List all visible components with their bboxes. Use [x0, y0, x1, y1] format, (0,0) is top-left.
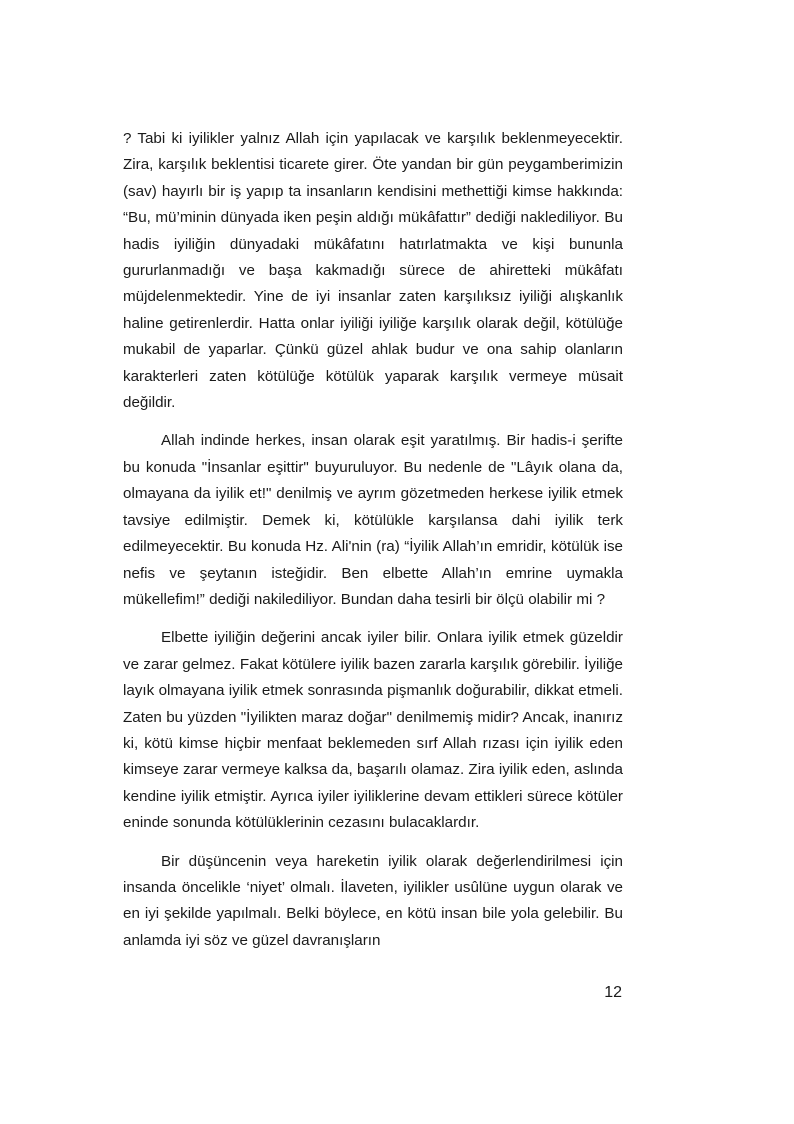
- paragraph-2: Allah indinde herkes, insan olarak eşit yaratılmış. Bir hadis-i şerifte bu konuda "İnsanlar eşittir" buyuruluyor. Bu nedenle de "Lâyık olana da, olmayana da iyilik et!" denilmiş ve ayrım gözetmeden herkese iyilik etmek tavsiye edilmiştir. Demek ki, kötülükle karşılansa dahi iyilik terk edilmeyecektir. Bu konuda Hz. Ali'nin (ra) “İyilik Allah’ın emridir, kötülük ise nefis ve şeytanın isteğidir. Ben elbette Allah’ın emrine uymakla mükellefim!” dediği nakilediliyor. Bundan daha tesirli bir ölçü olabilir mi ?: [123, 432, 623, 608]
- page-number: 12: [604, 984, 622, 1001]
- paragraph-1: ? Tabi ki iyilikler yalnız Allah için yapılacak ve karşılık beklenmeyecektir. Zira, karşılık beklentisi ticarete girer. Öte yandan bir gün peygamberimizin (sav) hayırlı bir iş yapıp ta insanların kendisini methettiği kimse hakkında: “Bu, mü’minin dünyada iken peşin aldığı mükâfattır” dediği naklediliyor. Bu hadis iyiliğin dünyadaki mükâfatını hatırlatmakta ve kişi bununla gururlanmadığı ve başa kakmadığı sürece de ahiretteki mükâfatı müjdelenmektedir. Yine de iyi insanlar zaten karşılıksız iyiliği alışkanlık haline getirenlerdir. Hatta onlar iyiliği iyiliğe karşılık olarak değil, kötülüğe mukabil de yaparlar. Çünkü güzel ahlak budur ve ona sahip olanların karakterleri zaten kötülüğe kötülük yaparak karşılık vermeye müsait değildir.: [123, 130, 623, 412]
- paragraph-3: Elbette iyiliğin değerini ancak iyiler bilir. Onlara iyilik etmek güzeldir ve zarar gelmez. Fakat kötülere iyilik bazen zararla karşılık görebilir. İyiliğe layık olmayana iyilik etmek sonrasında pişmanlık doğurabilir, dikkat etmeli. Zaten bu yüzden "İyilikten maraz doğar" denilmemiş midir? Ancak, inanırız ki, kötü kimse hiçbir menfaat beklemeden sırf Allah rızası için iyilik eden kimseye zarar vermeye kalksa da, başarılı olamaz. Zira iyilik eden, aslında kendine iyilik etmiştir. Ayrıca iyiler iyiliklerine devam ettikleri sürece kötüler eninde sonunda kötülüklerinin cezasını bulacaklardır.: [123, 629, 623, 832]
- paragraph-4: Bir düşüncenin veya hareketin iyilik olarak değerlendirilmesi için insanda öncelikle ‘niyet’ olmalı. İlaveten, iyilikler usûlüne uygun olarak ve en iyi şekilde yapılmalı. Belki böylece, en kötü insan bile yola gelebilir. Bu anlamda iyi söz ve güzel davranışların: [123, 852, 623, 949]
- page-body: [123, 126, 623, 966]
